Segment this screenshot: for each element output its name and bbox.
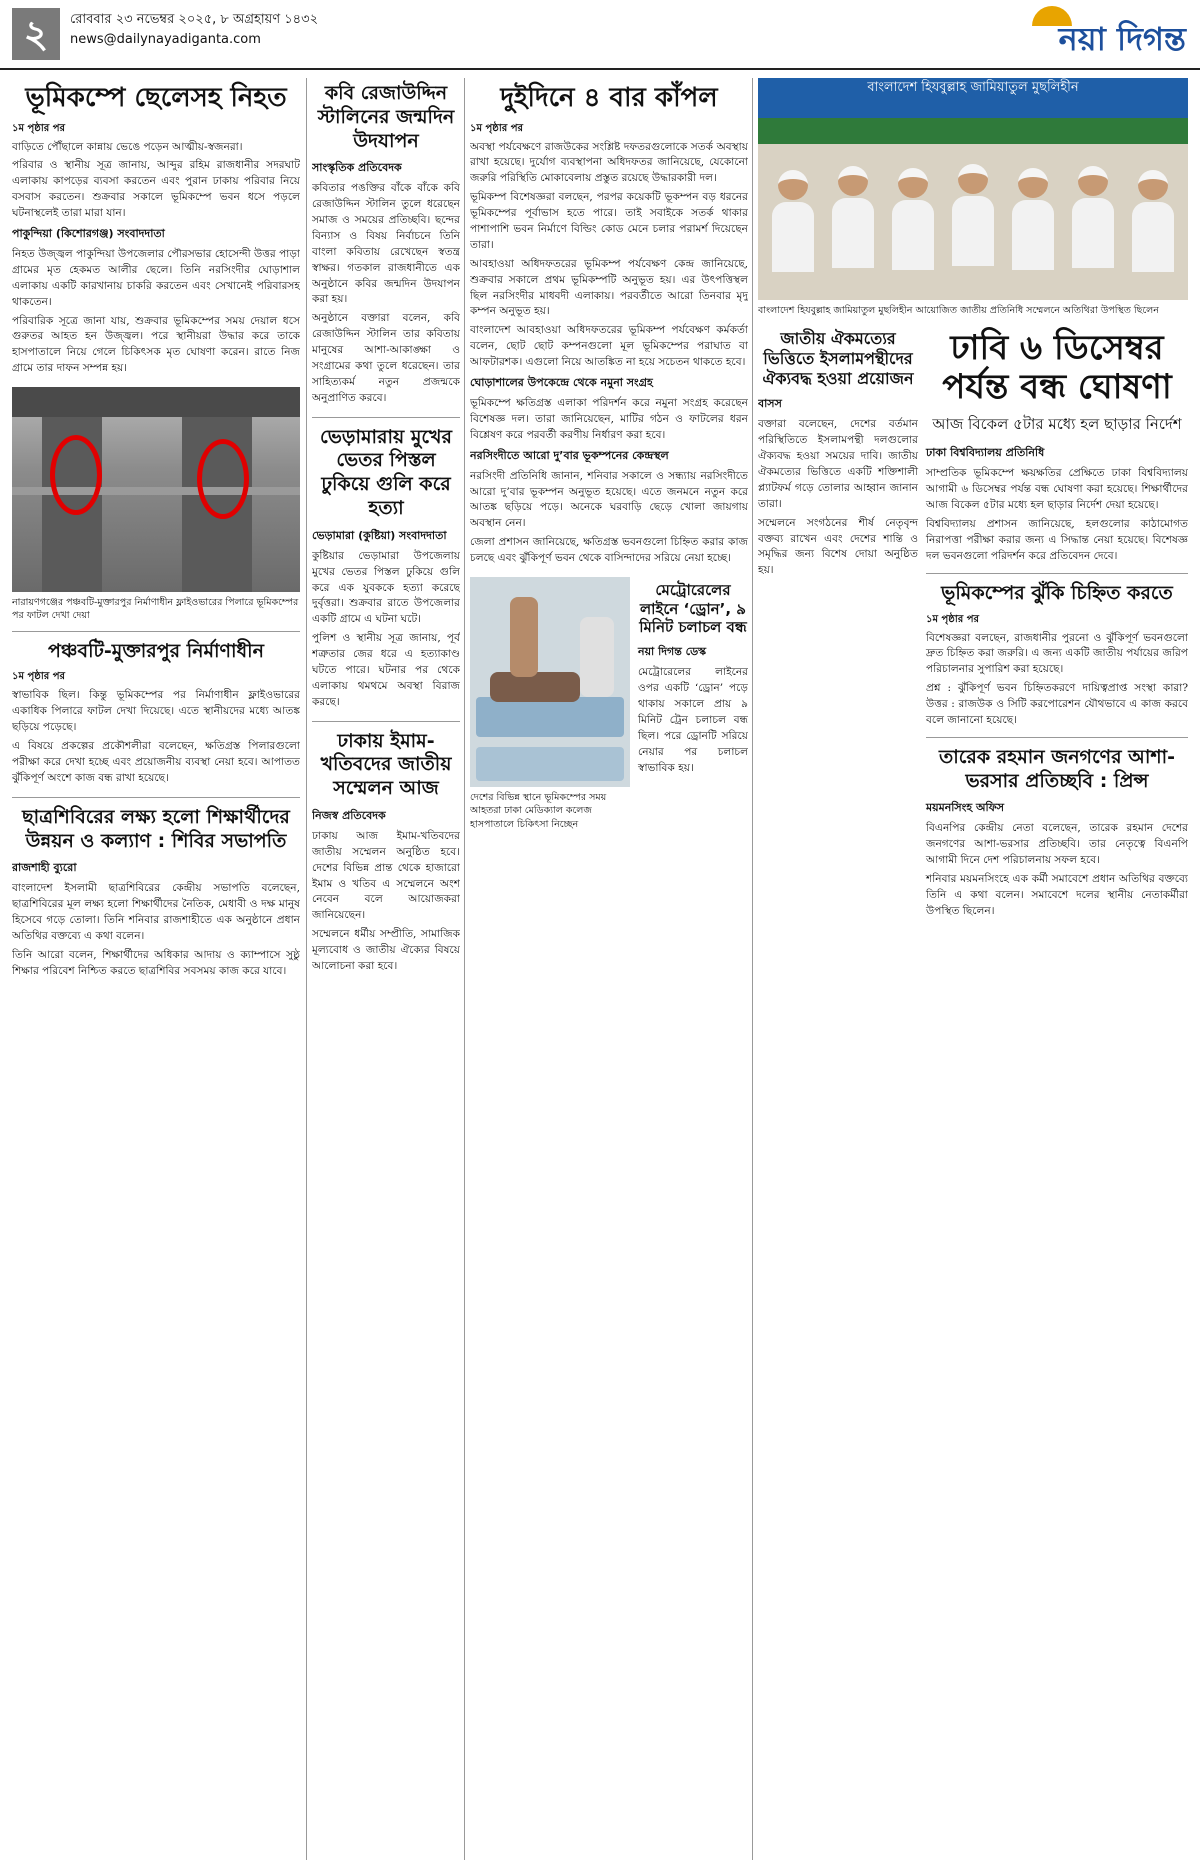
photo-caption: দেশের বিভিন্ন স্থানে ভূমিকম্পের সময় আহতরা ঢাকা মেডিক্যাল কলেজ হাসপাতালে চিকিৎসা নিচ্ছেন xyxy=(470,791,607,830)
photo-person-robe xyxy=(892,200,934,270)
byline: নিজস্ব প্রতিবেদক xyxy=(312,808,386,822)
photo-beam xyxy=(12,387,300,417)
divider xyxy=(312,417,460,418)
headline[interactable]: পঞ্চবটি-মুক্তারপুর নির্মাণাধীন xyxy=(48,639,264,662)
divider xyxy=(926,737,1188,738)
paragraph: অনুষ্ঠানে বক্তারা বলেন, কবি রেজাউদ্দিন স্টালিন তার কবিতায় মানুষের আশা-আকাঙ্ক্ষা ও সংগ্রামের কথা তুলে ধরেছেন। তার সাহিত্যকর্ম নতুন প্রজন্মকে অনুপ্রাণিত করবে। xyxy=(312,312,460,404)
column-3 xyxy=(470,78,748,1860)
paragraph: স্বাভাবিক ছিল। কিন্তু ভূমিকম্পের পর নির্মাণাধীন ফ্লাইওভারের একাধিক পিলারে ফাটল দেখা দিয়েছে। এতে স্থানীয়দের মধ্যে আতঙ্ক ছড়িয়ে পড়েছে। xyxy=(12,689,300,734)
photo-person-robe xyxy=(832,198,874,268)
column-2 xyxy=(312,78,460,1860)
paragraph: ভূমিকম্পে ক্ষতিগ্রস্ত এলাকা পরিদর্শন করে নমুনা সংগ্রহ করেছেন বিশেষজ্ঞ দল। তারা জানিয়েছেন, মাটির গঠন ও ফাটলের ধরন বিশ্লেষণ করে পরবর্তী করণীয় নির্ধারণ করা হবে। xyxy=(470,396,748,441)
photo-and-metro-row xyxy=(470,577,748,839)
col4-split-row xyxy=(758,325,1188,922)
photo-person-robe xyxy=(1012,200,1054,270)
paragraph: ঢাকায় আজ ইমাম-খতিবদের জাতীয় সম্মেলন অনুষ্ঠিত হবে। দেশের বিভিন্ন প্রান্ত থেকে হাজারো ইমাম ও খতিব এ সম্মেলনে অংশ নেবেন বলে আয়োজকরা জানিয়েছেন। xyxy=(312,829,460,922)
headline[interactable]: ঢাকায় ইমাম-খতিবদের জাতীয় সম্মেলন আজ xyxy=(320,729,452,800)
headline[interactable]: ভূমিকম্পের ঝুঁকি চিহ্নিত করতে xyxy=(941,581,1173,604)
paragraph: প্রশ্ন : ঝুঁকিপূর্ণ ভবন চিহ্নিতকরণে দায়িত্বপ্রাপ্ত সংস্থা কারা? উত্তর : রাজউক ও সিটি করপোরেশন যৌথভাবে এ কাজ করবে বলে জানানো হয়েছে। xyxy=(926,682,1188,727)
photo-person-head xyxy=(1138,170,1168,200)
continued-label: ১ম পৃষ্ঠার পর xyxy=(926,613,979,625)
subheading: ঘোড়াশালের উপকেন্দ্রে থেকে নমুনা সংগ্রহ xyxy=(470,375,653,389)
paragraph: মেট্রোরেলের লাইনের ওপর একটি ‘ড্রোন’ পড়ে থাকায় সকালে প্রায় ৯ মিনিট ট্রেন চলাচল বন্ধ ছিল। পরে ড্রোনটি সরিয়ে নেয়ার পর চলাচল স্বাভাবিক হয়। xyxy=(638,666,748,774)
paragraph: সম্মেলনে ধর্মীয় সম্প্রীতি, সামাজিক মূল্যবোধ ও জাতীয় ঐক্যের বিষয়ে আলোচনা করা হবে। xyxy=(312,928,460,972)
divider xyxy=(312,721,460,722)
byline: ভেড়ামারা (কুষ্টিয়া) সংবাদদাতা xyxy=(312,528,447,542)
byline: পাকুন্দিয়া (কিশোরগঞ্জ) সংবাদদাতা xyxy=(12,226,165,240)
divider xyxy=(926,573,1188,574)
photo-person-head xyxy=(1018,168,1048,198)
headline[interactable]: তারেক রহমান জনগণের আশা-ভরসার প্রতিচ্ছবি : প্রিন্স xyxy=(939,745,1175,792)
column-rule xyxy=(306,78,307,1860)
paragraph: বিশেষজ্ঞরা বলছেন, রাজধানীর পুরনো ও ঝুঁকিপূর্ণ ভবনগুলো দ্রুত চিহ্নিত করা জরুরি। এ জন্য একটি জাতীয় পর্যায়ের জরিপ পরিচালনার সুপারিশ করা হয়েছে। xyxy=(926,631,1188,676)
byline: নয়া দিগন্ত ডেস্ক xyxy=(638,645,707,659)
paragraph: বাড়িতে পৌঁছালে কান্নায় ভেঙে পড়েন আত্মীয়-স্বজনরা। xyxy=(12,140,243,153)
continued-label: ১ম পৃষ্ঠার পর xyxy=(470,122,523,134)
article-islamist-unity xyxy=(758,325,918,922)
paragraph: পরিবার ও স্থানীয় সূত্র জানায়, আব্দুর রহিম রাজধানীর সদরঘাট এলাকায় কাপড়ের ব্যবসা করতেন এবং পুরান ঢাকায় পরিবার নিয়ে বসবাস করতেন। শুক্রবার সকালে ভূমিকম্পে ভবন ধসে পড়লে ঘটনাস্থলেই তারা মারা যান। xyxy=(12,159,300,220)
paragraph: সাম্প্রতিক ভূমিকম্পে ক্ষয়ক্ষতির প্রেক্ষিতে ঢাকা বিশ্ববিদ্যালয় আগামী ৬ ডিসেম্বর পর্যন্ত বন্ধ ঘোষণা করা হয়েছে। শিক্ষার্থীদের আজ বিকেল ৫টার মধ্যে হল ছাড়ার নির্দেশ দেয়া হয়েছে। xyxy=(926,467,1188,512)
column-1 xyxy=(12,78,300,1860)
article-bheramara-murder xyxy=(312,426,460,711)
article-flyover xyxy=(12,640,300,787)
paragraph: বাংলাদেশ ইসলামী ছাত্রশিবিরের কেন্দ্রীয় সভাপতি বলেছেন, ছাত্রশিবিরের মূল লক্ষ্য হলো শিক্ষার্থীদের নৈতিক, মেধাবী ও দক্ষ মানুষ হিসেবে গড়ে তোলা। তিনি শনিবার রাজশাহীতে এক অনুষ্ঠানে প্রধান অতিথির বক্তব্যে এ কথা বলেন। xyxy=(12,882,300,942)
byline: ঢাকা বিশ্ববিদ্যালয় প্রতিনিধি xyxy=(926,446,1045,460)
photo-caption: বাংলাদেশ হিযবুল্লাহ জামিয়াতুল মুছলিহীন আয়োজিত জাতীয় প্রতিনিধি সম্মেলনে অতিথিরা উপস্থিত ছিলেন xyxy=(758,305,1159,316)
paragraph: আবহাওয়া অধিদফতরের ভূমিকম্প পর্যবেক্ষণ কেন্দ্র জানিয়েছে, শুক্রবার সকালে প্রথম ভূমিকম্পটি অনুভূত হয়। এর উৎপত্তিস্থল ছিল নরসিংদীর মাধবদী এলাকায়। পরবর্তীতে আরো তিনবার মৃদু কম্পন অনুভূত হয়। xyxy=(470,257,748,318)
headline[interactable]: কবি রেজাউদ্দিন স্টালিনের জন্মদিন উদযাপন xyxy=(317,82,455,152)
paragraph: কুষ্টিয়ার ভেড়ামারা উপজেলায় মুখের ভেতর পিস্তল ঢুকিয়ে গুলি করে এক যুবককে হত্যা করেছে দুর্বৃত্তরা। শুক্রবার রাতে উপজেলার একটি গ্রামে এ ঘটনা ঘটে। xyxy=(312,549,460,626)
paragraph: এ বিষয়ে প্রকল্পের প্রকৌশলীরা বলেছেন, ক্ষতিগ্রস্ত পিলারগুলো পরীক্ষা করে দেখা হচ্ছে এবং প্রয়োজনীয় ব্যবস্থা নেয়া হবে। আপাতত ঝুঁকিপূর্ণ অংশে কাজ বন্ধ রাখা হয়েছে। xyxy=(12,740,300,784)
divider xyxy=(12,797,300,798)
article-du-closed xyxy=(926,325,1188,922)
photo-banner: বাংলাদেশ হিযবুল্লাহ জামিয়াতুল মুছলিহীন xyxy=(758,78,1188,118)
article-earthquake-4-times xyxy=(470,82,748,567)
hospital-photo-block xyxy=(470,577,630,839)
headline[interactable]: ভূমিকম্পে ছেলেসহ নিহত xyxy=(25,83,287,113)
bridge-pillar-photo[interactable] xyxy=(12,387,300,592)
photo-person-robe xyxy=(1132,202,1174,272)
byline: রাজশাহী ব্যুরো xyxy=(12,861,77,875)
photo-person-robe xyxy=(772,202,814,272)
headline[interactable]: ঢাবি ৬ ডিসেম্বর পর্যন্ত বন্ধ ঘোষণা xyxy=(942,328,1172,408)
photo-person-robe xyxy=(1072,198,1114,268)
conference-photo[interactable] xyxy=(758,78,1188,300)
photo-caption: নারায়ণগঞ্জের পঞ্চবটি-মুক্তারপুর নির্মাণাধীন ফ্লাইওভারের পিলারে ভূমিকম্পের পর ফাটল দেখা দেয়া xyxy=(12,597,299,622)
subheading: নরসিংদীতে আরো দু’বার ভূকম্পনের কেন্দ্রস্থল xyxy=(470,448,669,462)
paragraph: কবিতার পঙক্তির বাঁকে বাঁকে কবি রেজাউদ্দিন স্টালিন তুলে ধরেছেন সমাজ ও সময়ের প্রতিচ্ছবি। ছন্দের বিন্যাস ও বিষয় নির্বাচনে তিনি বাংলা কবিতায় রেখেছেন স্বতন্ত্র স্বাক্ষর। গতকাল রাজধানীতে এক অনুষ্ঠানে কবির জন্মদিন উদযাপন করা হয়। xyxy=(312,182,460,306)
paragraph: বাংলাদেশ আবহাওয়া অধিদফতরের ভূমিকম্প পর্যবেক্ষণ কর্মকর্তা বলেন, ছোট ছোট কম্পনগুলো মূল ভূমিকম্পের পরাঘাত বা আফটারশক। এগুলো নিয়ে আতঙ্কিত না হয়ে সচেতন থাকতে হবে। xyxy=(470,324,748,369)
paragraph: পরিবারিক সূত্রে জানা যায়, শুক্রবার ভূমিকম্পের সময় দেয়াল ধসে গুরুতর আহত হন উজ্জ্বল। পরে স্থানীয়রা উদ্ধার করে তাকে হাসপাতালে নিয়ে গেলে চিকিৎসক মৃত ঘোষণা করেন। রাতে নিজ গ্রামে তার দাফন সম্পন্ন হয়। xyxy=(12,314,300,375)
headline[interactable]: ছাত্রশিবিরের লক্ষ্য হলো শিক্ষার্থীদের উন্নয়ন ও কল্যাণ : শিবির সভাপতি xyxy=(22,805,290,852)
photo-person-robe xyxy=(952,196,994,266)
headline[interactable]: মেট্রোরেলের লাইনে ‘ড্রোন’, ৯ মিনিট চলাচল বন্ধ xyxy=(639,580,747,637)
headline[interactable]: ভেড়ামারায় মুখের ভেতর পিস্তল ঢুকিয়ে গুলি করে হত্যা xyxy=(320,425,452,519)
photo-person-head xyxy=(838,166,868,196)
paragraph: সম্মেলনে সংগঠনের শীর্ষ নেতৃবৃন্দ বক্তব্য রাখেন এবং দেশের শান্তি ও সমৃদ্ধির জন্য বিশেষ দোয়া অনুষ্ঠিত হয়। xyxy=(758,516,918,577)
column-4 xyxy=(758,78,1188,1860)
continued-label: ১ম পৃষ্ঠার পর xyxy=(12,671,65,683)
photo-patient xyxy=(490,672,580,702)
headline[interactable]: দুইদিনে ৪ বার কাঁপল xyxy=(500,83,718,113)
photo-person-head xyxy=(958,164,988,194)
crack-highlight-circle xyxy=(197,439,249,519)
paragraph: তিনি আরো বলেন, শিক্ষার্থীদের অধিকার আদায় ও ক্যাম্পাসে সুষ্ঠু শিক্ষার পরিবেশ নিশ্চিত করতে ছাত্রশিবির সবসময় কাজ করে যাবে। xyxy=(12,948,300,977)
column-rule xyxy=(464,78,465,1860)
photo-person-head xyxy=(1078,166,1108,196)
photo-bed xyxy=(476,697,624,737)
paragraph: শনিবার ময়মনসিংহে এক কর্মী সমাবেশে প্রধান অতিথির বক্তব্যে তিনি এ কথা বলেন। সমাবেশে দলের স্থানীয় নেতাকর্মীরা উপস্থিত ছিলেন। xyxy=(926,873,1188,917)
paragraph: বিএনপির কেন্দ্রীয় নেতা বলেছেন, তারেক রহমান দেশের জনগণের আশা-ভরসার প্রতিচ্ছবি। তার নেতৃত্বে বিএনপি আগামী দিনে দেশ পরিচালনায় সফল হবে। xyxy=(926,822,1188,867)
article-shibir xyxy=(12,806,300,980)
photo-bed xyxy=(476,747,624,781)
newspaper-logo[interactable]: নয়া দিগন্ত xyxy=(1058,20,1186,58)
photo-person xyxy=(510,597,538,677)
paragraph: পুলিশ ও স্থানীয় সূত্র জানায়, পূর্ব শত্রুতার জের ধরে এ হত্যাকাণ্ড ঘটতে পারে। ঘটনার পর থেকে এলাকায় থমথমে অবস্থা বিরাজ করছে। xyxy=(312,632,460,708)
email-address[interactable]: news@dailynayadiganta.com xyxy=(70,32,261,47)
column-rule xyxy=(752,78,753,1860)
continued-label: ১ম পৃষ্ঠার পর xyxy=(12,122,65,134)
crack-highlight-circle xyxy=(50,435,102,515)
paragraph: নরসিংদী প্রতিনিধি জানান, শনিবার সকালে ও সন্ধ্যায় নরসিংদীতে আরো দু’বার ভূকম্পন অনুভূত হয়েছে। এতে জনমনে নতুন করে আতঙ্ক ছড়িয়ে পড়ে। অনেকে ঘরবাড়ি ছেড়ে খোলা জায়গায় অবস্থান নেন। xyxy=(470,469,748,530)
masthead xyxy=(0,0,1200,70)
byline: বাসস xyxy=(758,397,782,411)
paragraph: অবস্থা পর্যবেক্ষণে রাজউকের সংশ্লিষ্ট দফতরগুলোকে সতর্ক অবস্থায় রাখা হয়েছে। দুর্যোগ ব্যবস্থাপনা অধিদফতর জানিয়েছে, যেকোনো জরুরি পরিস্থিতি মোকাবেলায় প্রস্তুত রয়েছে উদ্ধারকারী দল। xyxy=(470,140,748,185)
article-metro-drone xyxy=(638,577,748,839)
paragraph: বিশ্ববিদ্যালয় প্রশাসন জানিয়েছে, হলগুলোর কাঠামোগত নিরাপত্তা পরীক্ষা করার জন্য এ সিদ্ধান্ত নেয়া হয়েছে। বিশেষজ্ঞ দল ভবনগুলো পরিদর্শন করে প্রতিবেদন দেবে। xyxy=(926,518,1188,562)
article-poet-birthday xyxy=(312,82,460,407)
photo-banner-strip xyxy=(758,118,1188,144)
page-number: ২ xyxy=(12,8,60,60)
paragraph: জেলা প্রশাসন জানিয়েছে, ক্ষতিগ্রস্ত ভবনগুলো চিহ্নিত করার কাজ চলছে এবং ঝুঁকিপূর্ণ ভবন থেকে বাসিন্দাদের সরিয়ে নেয়া হচ্ছে। xyxy=(470,536,748,565)
photo-person-head xyxy=(778,170,808,200)
paragraph: নিহত উজ্জ্বল পাকুন্দিয়া উপজেলার পৌরসভার হোসেন্দী উত্তর পাড়া গ্রামের মৃত হেকমত আলীর ছেলে। তিনি নরসিংদীর ঘোড়াশাল এলাকায় একটি কারখানায় চাকরি করতেন এবং সেখানেই পরিবারসহ থাকতেন। xyxy=(12,247,300,308)
photo-person xyxy=(580,617,614,697)
headline[interactable]: জাতীয় ঐকমত্যের ভিত্তিতে ইসলামপন্থীদের ঐক্যবদ্ধ হওয়া প্রয়োজন xyxy=(762,329,914,389)
byline: ময়মনসিংহ অফিস xyxy=(926,801,1004,815)
paragraph: ভূমিকম্প বিশেষজ্ঞরা বলছেন, পরপর কয়েকটি ভূকম্পন বড় ধরনের ভূমিকম্পের পূর্বাভাস হতে পারে। তাই সবাইকে সতর্ক থাকার পাশাপাশি ভবন নির্মাণে বিল্ডিং কোড মেনে চলার পরামর্শ দিয়েছেন তারা। xyxy=(470,191,748,251)
photo-person-head xyxy=(898,168,928,198)
divider xyxy=(12,631,300,632)
subheadline: আজ বিকেল ৫টার মধ্যে হল ছাড়ার নির্দেশ xyxy=(932,415,1182,434)
hospital-photo[interactable] xyxy=(470,577,630,787)
article-earthquake-son-killed xyxy=(12,82,300,377)
byline: সাংস্কৃতিক প্রতিবেদক xyxy=(312,161,402,175)
article-imam-conference xyxy=(312,730,460,975)
date-line: রোববার ২৩ নভেম্বর ২০২৫, ৮ অগ্রহায়ণ ১৪৩২ xyxy=(70,12,319,27)
paragraph: বক্তারা বলেছেন, দেশের বর্তমান পরিস্থিতিতে ইসলামপন্থী দলগুলোর ঐক্যবদ্ধ হওয়া সময়ের দাবি। জাতীয় ঐকমত্যের ভিত্তিতে একটি শক্তিশালী প্ল্যাটফর্ম গড়ে তোলার আহ্বান জানান তারা। xyxy=(758,418,918,510)
